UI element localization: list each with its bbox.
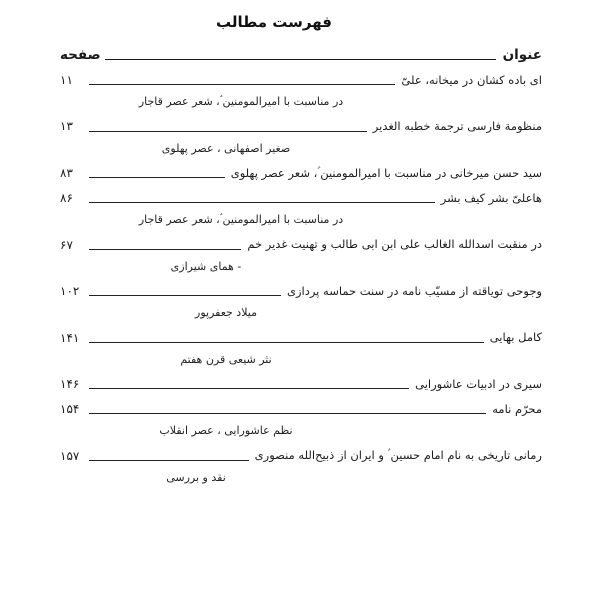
toc-entry-title: وجوحی تویاقته از مسیّب نامه در سنت حماسه پردازی (286, 283, 542, 298)
toc-entry[interactable] (60, 401, 542, 417)
toc-entry-note: صغیر اصفهانی ، عصر پهلوی (161, 141, 291, 155)
toc-entry-page-number: ۶۷ (60, 237, 73, 252)
toc-entry-page-number: ۱۱ (60, 73, 73, 87)
toc-entry-title: کامل بهایی (489, 330, 542, 345)
toc-entry-note: نثر شیعی قرن هفتم (180, 352, 272, 366)
toc-entry[interactable] (60, 237, 542, 253)
toc-leader-line (89, 193, 435, 203)
toc-entry-page-number: ۸۶ (60, 191, 73, 206)
toc-entry-title: هاعلیّ بشر کیف بشر (440, 190, 542, 205)
toc-entry-title: سید حسن میرخانی در مناسبت با امیرالمومنین ؑ، شعر عصر پهلوی (230, 165, 542, 180)
toc-entry-title: در منقبت اسدالله الغالب علی ابن ابی طالب و تهنیت غدیر خم (247, 237, 542, 252)
toc-entry[interactable] (60, 72, 542, 88)
toc-entry-page-number: ۱۵۴ (60, 402, 80, 417)
toc-leader-line (89, 404, 486, 414)
toc-leader-line (89, 333, 484, 343)
toc-entry-page-number: ۱۴۱ (60, 330, 80, 345)
header-leader-line (105, 48, 496, 60)
toc-leader-line (89, 122, 367, 132)
toc-entry-note: نظم عاشورایی ، عصر انقلاب (159, 424, 293, 438)
toc-entry-note: - همای شیرازی (170, 259, 242, 273)
toc-leader-line (89, 168, 225, 178)
toc-entry[interactable] (60, 118, 542, 134)
toc-entry-note: میلاد جعفرپور (195, 306, 257, 320)
toc-entry-title: رمانی تاریخی به نام امام حسین ؑ و ایران از ذبیح‌الله منصوری (254, 448, 542, 463)
toc-entry-title: ای باده کشان در میخانه، علیّ (401, 72, 542, 87)
toc-entry[interactable] (60, 448, 542, 464)
toc-leader-line (89, 451, 249, 461)
toc-entry-note: نقد و بررسی (166, 470, 226, 484)
toc-entry-page-number: ۱۰۲ (60, 284, 80, 299)
toc-entry-note: در مناسبت با امیرالمومنین ؑ، شعر عصر قاجار (138, 95, 344, 109)
toc-entry[interactable] (60, 376, 542, 392)
toc-leader-line (89, 240, 241, 250)
toc-entry-title: سیری در ادبیات عاشورایی (415, 376, 542, 391)
toc-entry-note: در مناسبت با امیرالمومنین ؑ، شعر عصر قاجار (138, 213, 344, 227)
toc-entry[interactable] (60, 283, 542, 299)
toc-leader-line (89, 379, 409, 389)
toc-entry[interactable] (60, 165, 542, 181)
column-header-title: عنوان (502, 47, 542, 63)
toc-entry-title: محرّم نامه (492, 401, 542, 416)
column-header-page: صفحه (60, 47, 101, 63)
toc-entries (60, 72, 542, 485)
toc-entry-page-number: ۱۳ (60, 119, 73, 134)
toc-leader-line (89, 75, 395, 85)
toc-entry[interactable] (60, 330, 542, 346)
toc-entry-page-number: ۱۴۶ (60, 377, 80, 392)
toc-entry[interactable] (60, 190, 542, 206)
toc-entry-title: منظومة فارسی ترجمة خطبه الغدیر (372, 119, 542, 134)
toc-list (0, 47, 600, 485)
toc-entry-page-number: ۱۵۷ (60, 448, 80, 463)
toc-column-header (60, 47, 542, 63)
toc-leader-line (89, 286, 281, 296)
page-title: فهرست مطالب (216, 13, 332, 31)
toc-entry-page-number: ۸۳ (60, 165, 73, 180)
